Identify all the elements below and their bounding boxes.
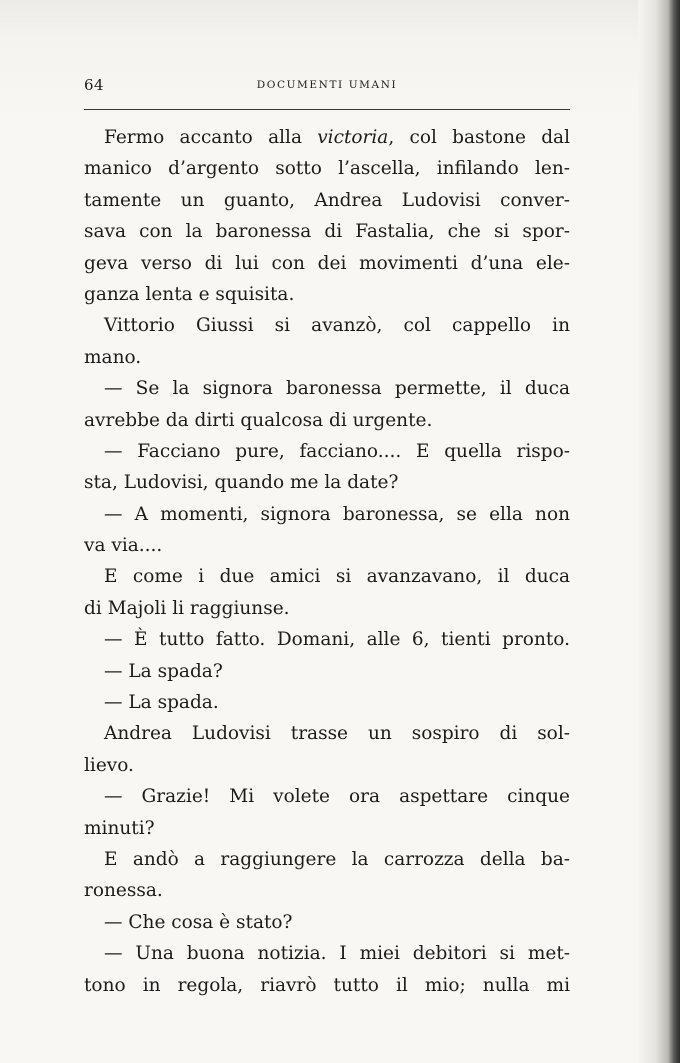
text-line: — Se la signora baronessa permette, il duca	[104, 378, 570, 400]
text-line: Vittorio Giussi si avanzò, col cappello in	[104, 315, 570, 337]
text-line: lievo.	[84, 754, 134, 776]
book-spine-edge	[638, 0, 680, 1063]
page-number: 64	[84, 76, 105, 94]
text-line: — Che cosa è stato?	[104, 911, 293, 933]
text-line: di Majoli li raggiunse.	[84, 597, 290, 619]
text-line: tamente un guanto, Andrea Ludovisi conver-	[84, 189, 570, 211]
running-head: DOCUMENTI UMANI	[256, 79, 398, 91]
text-line: ganza lenta e squisita.	[84, 283, 295, 305]
text-line: E come i due amici si avanzavano, il duca	[104, 566, 570, 588]
text-line: ronessa.	[84, 880, 163, 902]
text-line: Fermo accanto alla victoria, col bastone dal	[104, 127, 570, 148]
text-line: mano.	[84, 346, 142, 368]
text-line: E andò a raggiungere la carrozza della ba-	[104, 848, 570, 870]
text-line: va via....	[84, 535, 163, 557]
text-line: — La spada?	[104, 660, 223, 682]
header-rule	[84, 109, 570, 110]
text-line: avrebbe da dirti qualcosa di urgente.	[84, 409, 433, 431]
page-header	[84, 76, 570, 100]
text-line: Andrea Ludovisi trasse un sospiro di sol-	[104, 723, 570, 745]
text-line: minuti?	[84, 817, 155, 839]
text-line: — È tutto fatto. Domani, alle 6, tienti pronto.	[104, 629, 570, 651]
text-line: — Facciano pure, facciano.... E quella rispo-	[104, 440, 570, 462]
text-line: — A momenti, signora baronessa, se ella non	[104, 503, 570, 525]
text-line: sta, Ludovisi, quando me la date?	[84, 472, 399, 494]
text-line: geva verso di lui con dei movimenti d’una ele-	[84, 252, 570, 274]
text-line: sava con la baronessa di Fastalia, che si spor-	[84, 221, 570, 243]
body-text	[84, 122, 570, 1001]
text-line: tono in regola, riavrò tutto il mio; nulla mi	[84, 974, 570, 996]
text-line: — Grazie! Mi volete ora aspettare cinque	[104, 786, 570, 808]
text-line: — La spada.	[104, 692, 219, 714]
text-line: — Una buona notizia. I miei debitori si met-	[104, 943, 570, 965]
text-line: manico d’argento sotto l’ascella, infilando len-	[84, 158, 570, 180]
